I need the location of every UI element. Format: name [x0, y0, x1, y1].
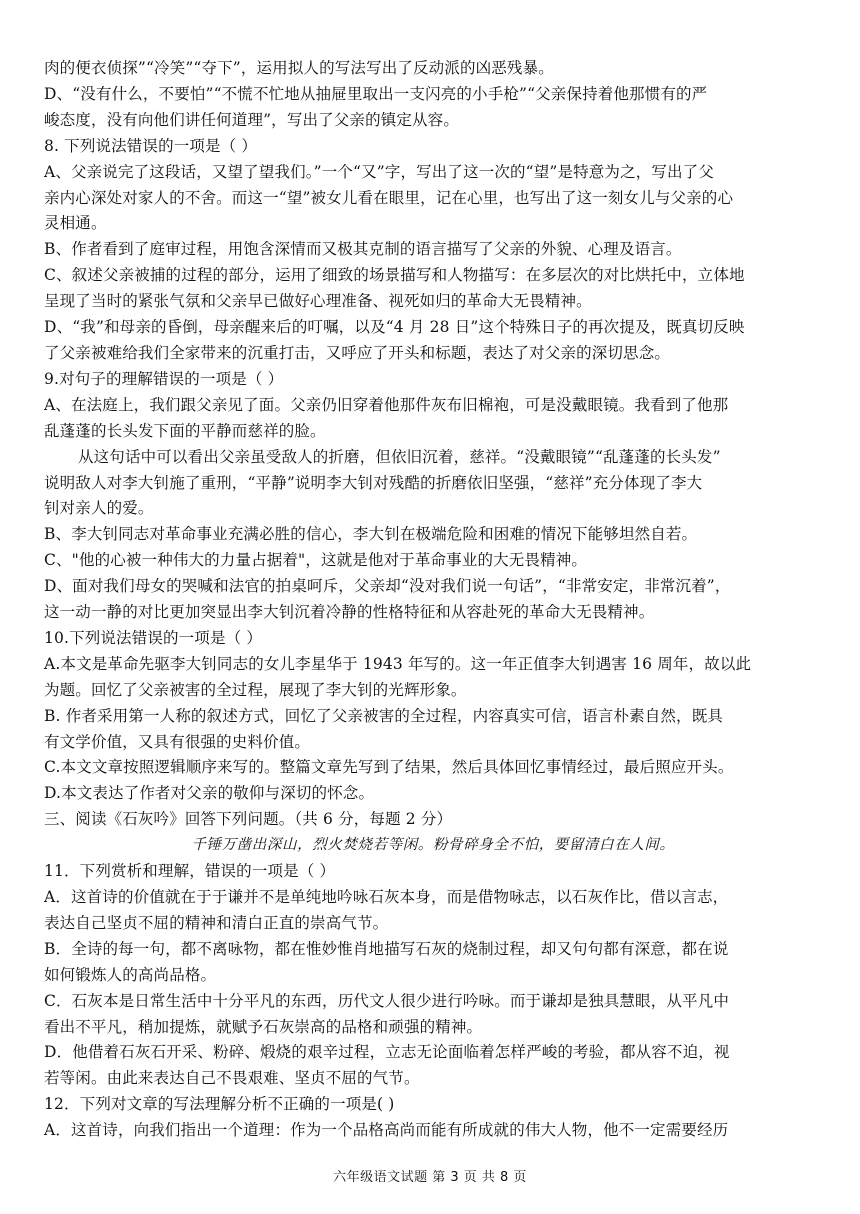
question-8-title: 8. 下列说法错误的一项是（ ） [44, 136, 258, 155]
option-c-line: C.本文文章按照逻辑顺序来写的。整篇文章先写到了结果，然后具体回忆事情经过，最后照应开头。 [44, 758, 734, 777]
section-three-heading: 三、阅读《石灰吟》回答下列问题。（共 6 分，每题 2 分） [44, 810, 453, 829]
option-a-line: A、在法庭上，我们跟父亲见了面。父亲仍旧穿着他那件灰布旧棉袍，可是没戴眼镜。我看到了他那 [44, 395, 729, 414]
option-a-line: A．这首诗的价值就在于于谦并不是单纯地吟咏石灰本身，而是借物咏志，以石灰作比，借以言志， [44, 888, 729, 906]
text-line: 说明敌人对李大钊施了重刑，“平静”说明李大钊对残酷的折磨依旧坚强，“慈祥”充分体现了李大 [44, 473, 703, 492]
option-b-line: B、作者看到了庭审过程，用饱含深情而又极其克制的语言描写了父亲的外貌、心理及语言。 [44, 240, 682, 259]
text-line: 峻态度，没有向他们讲任何道理”，写出了父亲的镇定从容。 [44, 110, 459, 129]
text-line: 有文学价值，又具有很强的史料价值。 [44, 732, 311, 751]
option-b-line: B. 作者采用第一人称的叙述方式，回忆了父亲被害的全过程，内容真实可信，语言朴素自然，既具 [44, 706, 723, 725]
option-b-line: B、李大钊同志对革命事业充满必胜的信心，李大钊在极端危险和困难的情况下能够坦然自若。 [44, 525, 698, 544]
text-line: 钊对亲人的爱。 [44, 499, 154, 518]
option-c-line: C．石灰本是日常生活中十分平凡的东西，历代文人很少进行吟咏。而于谦却是独具慧眼，从平凡中 [44, 991, 729, 1010]
text-line: 若等闲。由此来表达自己不畏艰难、坚贞不屈的气节。 [44, 1069, 420, 1088]
option-d-line: D、面对我们母女的哭喊和法官的拍桌呵斥，父亲却“没对我们说一句话”，“非常安定，非常沉着”， [44, 577, 731, 596]
text-line: 了父亲被难给我们全家带来的沉重打击，又呼应了开头和标题，表达了对父亲的深切思念。 [44, 343, 671, 362]
question-9-title: 9.对句子的理解错误的一项是（ ） [44, 369, 284, 388]
option-b-line: B．全诗的每一句，都不离咏物，都在惟妙惟肖地描写石灰的烧制过程，却又句句都有深意，都在说 [44, 939, 729, 958]
option-d-line: D、“没有什么，不要怕”“不慌不忙地从抽屉里取出一支闪亮的小手枪”“父亲保持着他那惯有的严 [44, 84, 708, 103]
option-a-line: A、父亲说完了这段话，又望了望我们。”一个“又”字，写出了这一次的“望”是特意为之，写出了父 [44, 162, 714, 181]
question-10-title: 10.下列说法错误的一项是（ ） [44, 628, 262, 647]
text-line: 灵相通。 [44, 214, 107, 233]
option-d-line: D．他借着石灰石开采、粉碎、煅烧的艰辛过程，立志无论面临着怎样严峻的考验，都从容不迫，视 [44, 1043, 730, 1062]
question-12-title: 12．下列对文章的写法理解分析不正确的一项是( ) [44, 1095, 395, 1114]
text-line: 如何锻炼人的高尚品格。 [44, 965, 217, 984]
option-d-line: D、“我”和母亲的昏倒，母亲醒来后的叮嘱，以及“4 月 28 日”这个特殊日子的再次提及，既真切反映 [44, 318, 745, 337]
text-line: 这一动一静的对比更加突显出李大钊沉着冷静的性格特征和从容赴死的革命大无畏精神。 [44, 603, 655, 622]
text-line: 亲内心深处对家人的不舍。而这一“望”被女儿看在眼里，记在心里，也写出了这一刻女儿与父亲的心 [44, 188, 734, 207]
text-line: 肉的便衣侦探”“冷笑”“夺下”，运用拟人的写法写出了反动派的凶恶残暴。 [44, 59, 554, 77]
option-a-line: A．这首诗，向我们指出一个道理：作为一个品格高尚而能有所成就的伟大人物，他不一定需要经历 [44, 1121, 729, 1140]
text-line: 呈现了当时的紧张气氛和父亲早已做好心理准备、视死如归的革命大无畏精神。 [44, 292, 592, 311]
text-line: 为题。回忆了父亲被害的全过程，展现了李大钊的光辉形象。 [44, 680, 467, 699]
option-d-line: D.本文表达了作者对父亲的敬仰与深切的怀念。 [44, 784, 375, 803]
poem-text: 千锤万凿出深山，烈火焚烧若等闲。粉骨碎身全不怕，要留清白在人间。 [191, 837, 675, 854]
question-11-title: 11．下列赏析和理解，错误的一项是（ ） [44, 862, 336, 881]
exam-page-body [44, 56, 822, 1144]
text-line: 乱蓬蓬的长头发下面的平静而慈祥的脸。 [44, 421, 326, 440]
text-line: 表达自己坚贞不屈的精神和清白正直的崇高气节。 [44, 913, 389, 932]
option-c-line: C、叙述父亲被捕的过程的部分，运用了细致的场景描写和人物描写：在多层次的对比烘托中，立体地 [44, 266, 745, 285]
option-a-line: A.本文是革命先驱李大钊同志的女儿李星华于 1943 年写的。这一年正值李大钊遇害 16 周年，故以此 [44, 654, 752, 673]
text-line: 看出不平凡，稍加提炼，就赋予石灰崇高的品格和顽强的精神。 [44, 1017, 483, 1036]
analysis-paragraph: 从这句话中可以看出父亲虽受敌人的折磨，但依旧沉着，慈祥。“没戴眼镜”“乱蓬蓬的长头发” [78, 447, 721, 466]
page-footer: 六年级语文试题 第 3 页 共 8 页 [333, 1170, 527, 1185]
option-c-line: C、"他的心被一种伟大的力量占据着"，这就是他对于革命事业的大无畏精神。 [44, 551, 588, 570]
